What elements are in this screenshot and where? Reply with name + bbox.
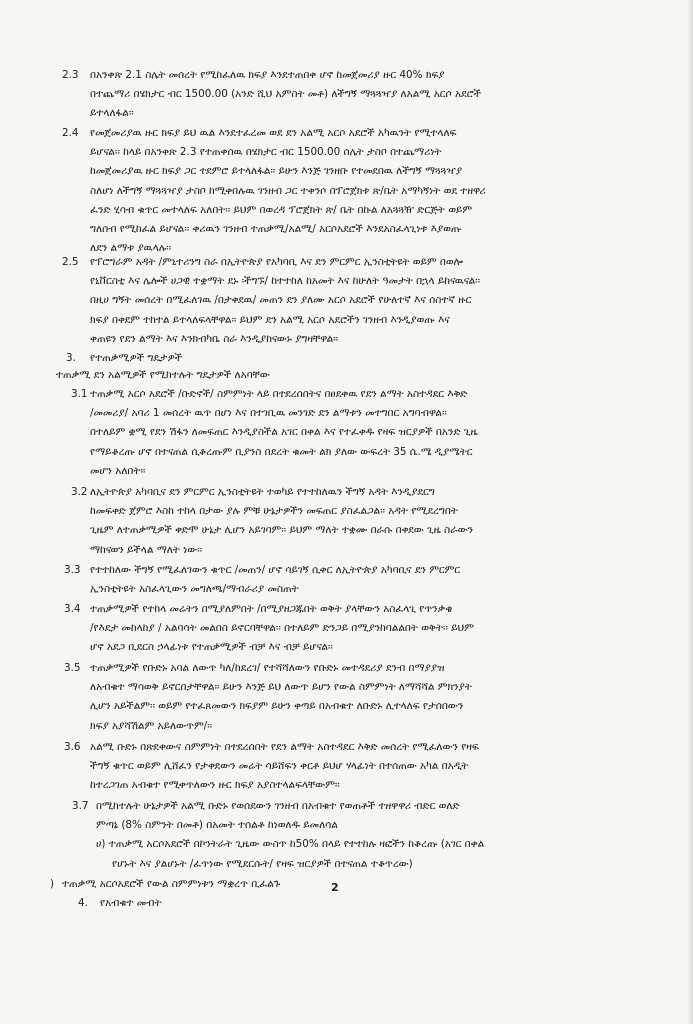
text-line: ቀጠዩን የደን ልማት እና እንክብካቤ ስራ እንዲያከናውኑ ያግዛቸዋል፡፡ [90,332,339,345]
text-line: ለደን ልማቱ ያዉላሉ፡፡ [90,242,172,255]
text-line: ጊዜም ለተጠቃሚዎች ቀድሞ ሁኔታ ሊሆን አይገባም፡፡ ይህም ማለት ተቋሙ በራሱ በቀደው ጊዜ ስራውን [90,524,474,537]
clause-text [90,253,660,349]
text-line: ማከናወን ይችላል ማለት ነው፡፡ [90,543,203,556]
text-line: ተጠቃሚ አርሶአደሮች የውል ስምምነቱን ማቋረጥ ቢፈልጉ [62,878,281,890]
text-line: ከመጀመሪያዉ ዙር ክፍያ ጋር ተደምሮ ይተላለፋል፡፡ ይሁን እንጅ ገንዘቡ የተመደበዉ ለችግኝ ማጓጓዣያ [90,165,463,178]
clause-number: 2.4 [62,127,79,139]
text-line: ስለሆነ ለችግኝ ማጓጓዣያ ታስቦ ከሚቀበሉዉ ገንዘብ ጋር ተቀንሶ በፕሮጀክቱ ጽ/ቤት አማካኝነት ወደ ተዘዋሪ [90,184,486,197]
clause-number: 3.1 [71,388,88,400]
text-line: ግለሰብ የሚከፈል ይሆናል፡፡ ቀሪዉን ገንዘብ ተጠቃሚ/አልሚ/ አርሶአደሮች እንደአስፈላጊነቱ እያወጡ [90,223,462,236]
text-line: የፕሮግራም አዳት /ምኒተሪንግ ስራ በኢትዮጵያ የአካባቢ እና ደን ምርምር ኢንስቲትዩት ወይም በወሎ [90,256,463,268]
text-line: ለአብቁተ ማሳወቅ ይኖርበታቸዋል፡፡ ይሁን እንጅ ይህ ለውጥ ይሆን የውል ስምምነት ለማሻሻል ምክንያት [90,681,472,694]
page-number: 2 [331,881,339,894]
clause-number: 3.2 [71,486,88,498]
text-line: መሆን አለበት፡፡ [90,464,146,477]
text-line: /የእደታ መከላከያ / አልባሳት መልበስ ይኖርባቸዋል፡፡ በተለይም ድንጋይ በሚያንከባልልበት ወቅት፡፡ ይህም [90,622,474,635]
text-line: ለኢትዮጵያ አካባቢና ደን ምርምር ኢንስቲትዩት ተወካይ የተተከለዉን ችግኝ አዳት እንዲያደርግ [90,486,435,498]
text-line: በተለይም ቋሚ የደን ሽፋን ለመፍጠር እንዲያስችል አገር በቀል እና የተፈቀዱ የዛፍ ዝርያዎች በአንድ ጊዜ [90,426,478,439]
text-line: ኢንስቲትዩት አስፈላጊውን መግለጫ/ማብራሪያ መስጠት [90,583,299,596]
text-line: የማይቆረጡ ሆኖ በተናጠል ሲቆረጡም ቢያንስ በደረት ቁመት ልክ ያለው ውፍረት 35 ሴ.ሜ ዲያሜትር [90,445,473,458]
clause-number: 3.6 [64,741,81,753]
text-line: የተተከለው ችግኝ የሚፈለገውን ቁጥር /መጠን/ ሆኖ ሳይገኝ ሲቀር ለኢትዮጵያ አካባቢና ደን ምርምር [90,564,461,576]
clause-text [90,385,660,481]
text-line: በዚሀ ግኝት መሰረት በሚፈለገዉ /በታቀደዉ/ መጠን ደን ያለሙ አርሶ አደሮች የሁለተኛ እና ሰስተኛ ዙር [90,294,472,307]
text-line: ተጠቃሚዎች የተከላ መሬትን በሚያለምበት /በሚያዘጋጁበት ወቅት ያላቸውን አስፈላጊ የጥንቃቄ [90,603,453,615]
text-line: የኒቨርስቲ እና ሌሎች ሀጋዊ ተቋማት ደኑ ፡ችግኙ/ ከተተከለ ከአመት እና ከሁለት ዓመታት በኋላ ይከናዉናል፡፡ [90,275,481,288]
text-line: ምጣኔ (8% ስምንት በመቶ) በአመት ተሰልቶ ከነወለዱ ይመለሳል [96,819,338,832]
clause-text [62,875,462,894]
text-line: ችግኝ ቁጥር ወይም ሊሸፈን የታቀደውን መሬት ሳይሸፍን ቀርቶ ይህሆ ሃላፊነት በተሰጠው አካል በአዲት [90,760,469,773]
clause-number: 3.3 [64,564,81,576]
text-line: ተጠቃሚ አርሶ አደሮች /ቡድኖች/ ስምምነት ላይ በተደረሰበትና በፀደቀዉ የደን ልማት አስተዳደር እቅድ [90,388,468,400]
text-line: ከተረጋገጠ አብቁተ የሚቀጥለውን ዙር ክፍያ አያስተላልፍላቸውም፡፡ [90,779,340,792]
clause-text [90,659,660,736]
text-line: ፈንድ ሂሳብ ቁጥር መተላለፍ አለበት፡፡ ይህም በወረዳ ፕሮጀክት ጽ/ ቤት በኩል ለአጓጓዥ ድርጅት ወይም [90,203,473,216]
clause-text [90,66,660,124]
section-number: 3. [66,352,76,364]
text-line: አልሚ ቡድኑ በጽደቀውና ስምምነት በተደረሰበት የደን ልማት አስተዳደር እቅድ መሰረት የሚፈለውን የዛፍ [90,741,479,753]
clause-text [90,483,660,560]
text-line: ከመፍቀድ ጀምሮ እስከ ተከላ በታው ያሉ ምቹ ሁኔታዎችን መፍጠር ያስፈልጋል፡፡ አዳት የሚደረግበት [90,505,458,518]
text-line: የተጠቃሚዎች ግዴታዎች [90,352,183,364]
text-line: ሆኖ አደጋ ቢደርስ ኃላፊነቱ የተጠቃሚዎች ብቻ እና ብቻ ይሆናል፡፡ [90,641,333,654]
text-line: ይተላለፋል፡፡ [90,107,134,120]
text-line: ሀ) ተጠቃሚ አርሶአደሮች በኮንትራት ጊዜው ውስጥ ከ50% በላይ የተተከሉ ዛፎችን ከቆረጡ (አገር በቀል [96,838,485,851]
clause-number: 2.5 [62,256,79,268]
text-line: ሊሆን አይችልም፡፡ ወይም የተፈጸመውን ክፍያም ይሁን ቀጣይ በአብቁተ ለቡድኑ ሊተላለፍ የታሰበውን [90,700,464,713]
page-edge-shadow [687,0,693,1024]
clause-number: 3.5 [64,662,81,674]
text-line: ክፍያ አያሻሽልም አይለውጥም/፡፡ [90,719,213,732]
clause-number: 2.3 [62,69,79,81]
text-line: /መመሪያ/ አባሪ 1 መሰረት ዉጥ በሆነ እና በተገቢዉ መንገድ ደን ልማቱን መተግበር አግባብዋል፡፡ [90,407,447,420]
intro-text [56,366,456,385]
text-line: በሚከተሉት ሁኔታዎች አልሚ ቡድኑ የወሰደውን ገንዘብ በአብቁተ የወጠቶች ተዘዋዋሪ ብድር ወለድ [96,800,460,812]
text-line: ይሆናል፡፡ ከላይ በአንቀጽ 2.3 የተጠቀሰዉ በሄክታር ብር 1500.00 ሰሌት ታስቦ በተጨማሪነት [90,146,442,159]
section-number: 4. [78,897,88,909]
text-line: ክፍያ በቀደም ተከተል ይተላለፍላቸዋል፡፡ ይህም ደን አልሚ አርሶ አደሮችን ገንዘብ እንዲያወጡ እና [90,313,450,326]
clause-marker: ) [50,878,55,890]
text-line: በተጨማሪ በሄክታር ብር 1500.00 (አንድ ሺህ አምስት መቶ) ለችግኝ ማጓጓዣያ ለአልሚ አርሶ አደሮች [90,88,481,101]
clause-text [90,561,660,599]
clause-number: 3.7 [72,800,89,812]
text-line: የሆኑት እና ያልሆኑት /ፈጥነው የሚደርሱት/ የዛፍ ዝርያዎች በተናጠል ተቆጥረው) [112,857,413,870]
clause-text [90,738,660,796]
text-line: በአንቀጽ 2.1 ስሌት መሰረት የሚከፈለዉ ክፍያ እንደተጠበቀ ሆኖ ከመጀመሪያ ዙር 40% ክፍያ [90,69,445,81]
text-line: ተጠቃሚ ደን አልሚዎች የሚከተሉት ግዴታዎች ለአባቸው [56,369,270,381]
section-title [100,894,400,913]
clause-text [90,600,660,658]
text-line: ተጠቃሚዎች የቡድኑ አባል ለውጥ ካለ/ከደረገ/ የተሻሻለውን የቡድኑ መተዳደሪያ ደንብ በማያያዝ [90,662,445,674]
text-line: የመጀመሪያዉ ዙር ክፍያ ይህ ዉል እንደተፈረመ ወደ ደን አልሚ አርሶ አደሮች አካዉንት የሚተላለፍ [90,127,457,139]
clause-number: 3.4 [64,603,81,615]
clause-text [96,797,666,874]
text-line: የአብቁተ መብት [100,897,162,909]
clause-text [90,124,660,258]
